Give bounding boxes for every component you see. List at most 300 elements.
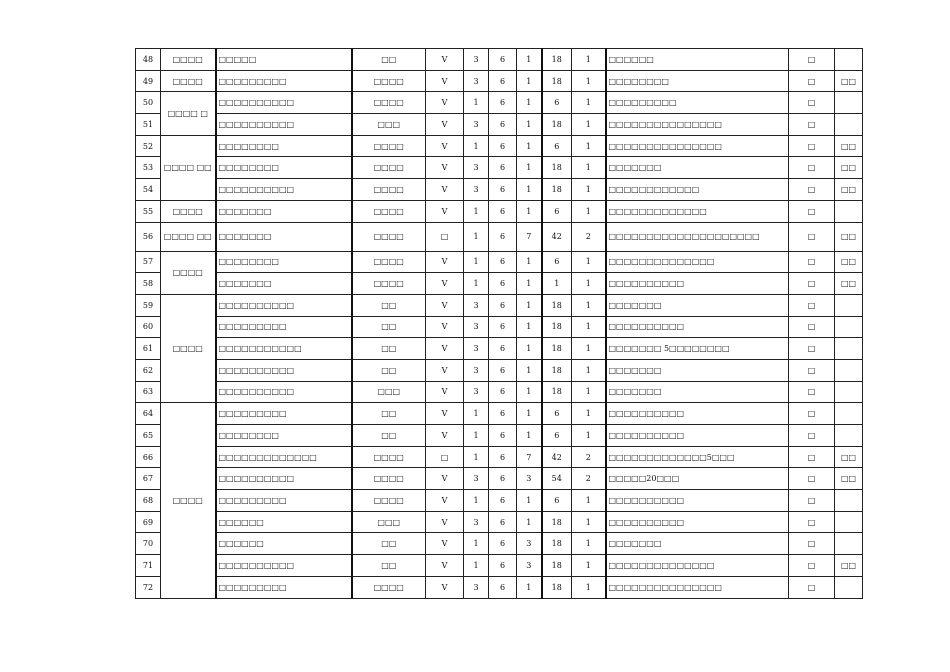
desc-cell: □□□□□□□ <box>606 294 789 316</box>
name-cell: □□□□□□□□□□ <box>216 555 352 577</box>
d-cell: 18 <box>542 49 572 71</box>
table-row <box>136 403 863 425</box>
f-cell: □ <box>789 381 835 403</box>
g-cell <box>835 49 863 71</box>
type-cell: V <box>426 49 464 71</box>
c-cell: 3 <box>517 555 542 577</box>
c-cell: 1 <box>517 490 542 512</box>
b-cell: 6 <box>489 179 517 201</box>
g-cell: □□ <box>835 70 863 92</box>
e-cell: 1 <box>572 425 606 447</box>
a-cell: 3 <box>464 338 489 360</box>
row-number: 69 <box>136 511 161 533</box>
f-cell: □ <box>789 576 835 598</box>
g-cell: □□ <box>835 468 863 490</box>
g-cell <box>835 114 863 136</box>
desc-cell: □□□□□□□□□□□□□□□ <box>606 114 789 136</box>
d-cell: 6 <box>542 425 572 447</box>
row-number: 54 <box>136 179 161 201</box>
b-cell: 6 <box>489 381 517 403</box>
g-cell <box>835 403 863 425</box>
d-cell: 18 <box>542 70 572 92</box>
b-cell: 6 <box>489 533 517 555</box>
type-cell: V <box>426 200 464 222</box>
a-cell: 1 <box>464 251 489 273</box>
name-cell: □□□□□□□□□ <box>216 403 352 425</box>
type-cell: V <box>426 468 464 490</box>
g-cell <box>835 316 863 338</box>
row-number: 49 <box>136 70 161 92</box>
g-cell: □□ <box>835 446 863 468</box>
g-cell: □□ <box>835 222 863 251</box>
g-cell <box>835 425 863 447</box>
d-cell: 18 <box>542 338 572 360</box>
b-cell: 6 <box>489 576 517 598</box>
b-cell: 6 <box>489 468 517 490</box>
f-cell: □ <box>789 294 835 316</box>
table-row <box>136 200 863 222</box>
desc-cell: □□□□□□□ 5□□□□□□□□ <box>606 338 789 360</box>
g-cell <box>835 381 863 403</box>
f-cell: □ <box>789 200 835 222</box>
c-cell: 1 <box>517 425 542 447</box>
d-cell: 6 <box>542 490 572 512</box>
category-cell: □□□□ <box>161 49 216 71</box>
a-cell: 1 <box>464 92 489 114</box>
d-cell: 6 <box>542 403 572 425</box>
f-cell: □ <box>789 511 835 533</box>
b-cell: 6 <box>489 273 517 295</box>
table-body <box>136 49 863 599</box>
a-cell: 1 <box>464 446 489 468</box>
row-number: 62 <box>136 359 161 381</box>
d-cell: 6 <box>542 251 572 273</box>
unit-cell: □□ <box>352 403 426 425</box>
desc-cell: □□□□□□□□□□ <box>606 490 789 512</box>
e-cell: 1 <box>572 555 606 577</box>
e-cell: 1 <box>572 251 606 273</box>
a-cell: 3 <box>464 294 489 316</box>
unit-cell: □□□□ <box>352 222 426 251</box>
f-cell: □ <box>789 425 835 447</box>
name-cell: □□□□□□□□ <box>216 425 352 447</box>
e-cell: 1 <box>572 157 606 179</box>
e-cell: 1 <box>572 359 606 381</box>
unit-cell: □□□□ <box>352 273 426 295</box>
e-cell: 1 <box>572 92 606 114</box>
category-cell: □□□□ <box>161 251 216 294</box>
type-cell: V <box>426 555 464 577</box>
unit-cell: □□ <box>352 359 426 381</box>
name-cell: □□□□□□□□□□ <box>216 294 352 316</box>
desc-cell: □□□□□□□□□□□□□5□□□ <box>606 446 789 468</box>
unit-cell: □□□□ <box>352 157 426 179</box>
type-cell: V <box>426 381 464 403</box>
desc-cell: □□□□□□□□□□ <box>606 403 789 425</box>
e-cell: 1 <box>572 511 606 533</box>
g-cell: □□ <box>835 273 863 295</box>
type-cell: V <box>426 70 464 92</box>
table-row <box>136 114 863 136</box>
d-cell: 18 <box>542 179 572 201</box>
d-cell: 42 <box>542 446 572 468</box>
a-cell: 1 <box>464 273 489 295</box>
g-cell: □□ <box>835 135 863 157</box>
desc-cell: □□□□□□□□□□□□□□□ <box>606 576 789 598</box>
category-cell: □□□□ <box>161 200 216 222</box>
category-cell: □□□□ □□ <box>161 222 216 251</box>
type-cell: V <box>426 359 464 381</box>
e-cell: 1 <box>572 381 606 403</box>
c-cell: 1 <box>517 251 542 273</box>
row-number: 53 <box>136 157 161 179</box>
row-number: 57 <box>136 251 161 273</box>
c-cell: 1 <box>517 511 542 533</box>
row-number: 60 <box>136 316 161 338</box>
unit-cell: □□□□ <box>352 468 426 490</box>
type-cell: V <box>426 294 464 316</box>
unit-cell: □□□□ <box>352 92 426 114</box>
table-row <box>136 179 863 201</box>
c-cell: 1 <box>517 576 542 598</box>
e-cell: 1 <box>572 70 606 92</box>
name-cell: □□□□□□□□□□ <box>216 179 352 201</box>
c-cell: 7 <box>517 222 542 251</box>
b-cell: 6 <box>489 222 517 251</box>
c-cell: 7 <box>517 446 542 468</box>
table-row <box>136 338 863 360</box>
f-cell: □ <box>789 114 835 136</box>
unit-cell: □□ <box>352 533 426 555</box>
name-cell: □□□□□□□□□ <box>216 490 352 512</box>
unit-cell: □□ <box>352 555 426 577</box>
a-cell: 3 <box>464 157 489 179</box>
a-cell: 3 <box>464 114 489 136</box>
name-cell: □□□□□ <box>216 49 352 71</box>
name-cell: □□□□□□□□□ <box>216 576 352 598</box>
d-cell: 54 <box>542 468 572 490</box>
a-cell: 3 <box>464 468 489 490</box>
a-cell: 1 <box>464 425 489 447</box>
unit-cell: □□□□ <box>352 446 426 468</box>
c-cell: 3 <box>517 533 542 555</box>
category-cell: □□□□ □ <box>161 92 216 135</box>
table-row <box>136 511 863 533</box>
c-cell: 1 <box>517 403 542 425</box>
type-cell: V <box>426 576 464 598</box>
g-cell <box>835 294 863 316</box>
c-cell: 1 <box>517 200 542 222</box>
type-cell: V <box>426 273 464 295</box>
name-cell: □□□□□□□□□ <box>216 316 352 338</box>
name-cell: □□□□□□□ <box>216 222 352 251</box>
f-cell: □ <box>789 490 835 512</box>
desc-cell: □□□□□□□□ <box>606 70 789 92</box>
unit-cell: □□ <box>352 425 426 447</box>
g-cell: □□ <box>835 555 863 577</box>
e-cell: 1 <box>572 338 606 360</box>
name-cell: □□□□□□□ <box>216 273 352 295</box>
type-cell: V <box>426 533 464 555</box>
c-cell: 1 <box>517 114 542 136</box>
name-cell: □□□□□□ <box>216 533 352 555</box>
d-cell: 18 <box>542 294 572 316</box>
unit-cell: □□□□ <box>352 200 426 222</box>
g-cell <box>835 359 863 381</box>
c-cell: 3 <box>517 468 542 490</box>
row-number: 72 <box>136 576 161 598</box>
type-cell: □ <box>426 222 464 251</box>
category-cell: □□□□ □□ <box>161 135 216 200</box>
row-number: 71 <box>136 555 161 577</box>
c-cell: 1 <box>517 135 542 157</box>
c-cell: 1 <box>517 294 542 316</box>
table-row <box>136 533 863 555</box>
unit-cell: □□ <box>352 316 426 338</box>
e-cell: 1 <box>572 533 606 555</box>
d-cell: 42 <box>542 222 572 251</box>
a-cell: 1 <box>464 490 489 512</box>
type-cell: V <box>426 135 464 157</box>
desc-cell: □□□□□□□□□□□□□ <box>606 200 789 222</box>
table-row <box>136 446 863 468</box>
type-cell: V <box>426 511 464 533</box>
c-cell: 1 <box>517 70 542 92</box>
b-cell: 6 <box>489 157 517 179</box>
b-cell: 6 <box>489 200 517 222</box>
row-number: 63 <box>136 381 161 403</box>
desc-cell: □□□□□□□□□ <box>606 92 789 114</box>
d-cell: 6 <box>542 135 572 157</box>
g-cell: □□ <box>835 179 863 201</box>
f-cell: □ <box>789 468 835 490</box>
table-row <box>136 359 863 381</box>
b-cell: 6 <box>489 316 517 338</box>
e-cell: 1 <box>572 316 606 338</box>
a-cell: 3 <box>464 70 489 92</box>
f-cell: □ <box>789 135 835 157</box>
desc-cell: □□□□□□□□□□ <box>606 511 789 533</box>
c-cell: 1 <box>517 49 542 71</box>
c-cell: 1 <box>517 157 542 179</box>
d-cell: 18 <box>542 157 572 179</box>
type-cell: V <box>426 490 464 512</box>
desc-cell: □□□□□□□□□□□□ <box>606 179 789 201</box>
unit-cell: □□ <box>352 338 426 360</box>
e-cell: 1 <box>572 273 606 295</box>
e-cell: 1 <box>572 576 606 598</box>
a-cell: 1 <box>464 135 489 157</box>
row-number: 64 <box>136 403 161 425</box>
b-cell: 6 <box>489 135 517 157</box>
b-cell: 6 <box>489 294 517 316</box>
category-cell: □□□□ <box>161 403 216 598</box>
row-number: 58 <box>136 273 161 295</box>
f-cell: □ <box>789 555 835 577</box>
a-cell: 1 <box>464 533 489 555</box>
f-cell: □ <box>789 338 835 360</box>
row-number: 59 <box>136 294 161 316</box>
a-cell: 1 <box>464 222 489 251</box>
d-cell: 18 <box>542 316 572 338</box>
a-cell: 1 <box>464 200 489 222</box>
unit-cell: □□□□ <box>352 135 426 157</box>
f-cell: □ <box>789 222 835 251</box>
b-cell: 6 <box>489 425 517 447</box>
a-cell: 1 <box>464 555 489 577</box>
b-cell: 6 <box>489 403 517 425</box>
name-cell: □□□□□□□□ <box>216 135 352 157</box>
e-cell: 1 <box>572 114 606 136</box>
row-number: 68 <box>136 490 161 512</box>
name-cell: □□□□□□□□ <box>216 251 352 273</box>
g-cell <box>835 338 863 360</box>
a-cell: 3 <box>464 381 489 403</box>
f-cell: □ <box>789 49 835 71</box>
g-cell <box>835 490 863 512</box>
row-number: 70 <box>136 533 161 555</box>
c-cell: 1 <box>517 381 542 403</box>
b-cell: 6 <box>489 251 517 273</box>
f-cell: □ <box>789 92 835 114</box>
table-row <box>136 251 863 273</box>
f-cell: □ <box>789 533 835 555</box>
name-cell: □□□□□□□□ <box>216 157 352 179</box>
f-cell: □ <box>789 251 835 273</box>
row-number: 55 <box>136 200 161 222</box>
table-row <box>136 576 863 598</box>
type-cell: V <box>426 114 464 136</box>
row-number: 51 <box>136 114 161 136</box>
d-cell: 18 <box>542 576 572 598</box>
table-row <box>136 555 863 577</box>
row-number: 50 <box>136 92 161 114</box>
desc-cell: □□□□□□□ <box>606 359 789 381</box>
table-row <box>136 222 863 251</box>
name-cell: □□□□□□□□□□□ <box>216 338 352 360</box>
name-cell: □□□□□□□ <box>216 200 352 222</box>
type-cell: V <box>426 251 464 273</box>
category-cell: □□□□ <box>161 294 216 402</box>
table-row <box>136 135 863 157</box>
b-cell: 6 <box>489 490 517 512</box>
desc-cell: □□□□□□□□□□ <box>606 425 789 447</box>
type-cell: V <box>426 179 464 201</box>
c-cell: 1 <box>517 92 542 114</box>
d-cell: 18 <box>542 533 572 555</box>
name-cell: □□□□□□□□□□ <box>216 114 352 136</box>
type-cell: V <box>426 157 464 179</box>
b-cell: 6 <box>489 70 517 92</box>
type-cell: V <box>426 316 464 338</box>
a-cell: 1 <box>464 403 489 425</box>
d-cell: 18 <box>542 511 572 533</box>
name-cell: □□□□□□□□□□ <box>216 92 352 114</box>
e-cell: 1 <box>572 490 606 512</box>
c-cell: 1 <box>517 273 542 295</box>
unit-cell: □□□□ <box>352 251 426 273</box>
data-table <box>135 48 863 599</box>
g-cell: □□ <box>835 251 863 273</box>
b-cell: 6 <box>489 114 517 136</box>
d-cell: 18 <box>542 359 572 381</box>
d-cell: 18 <box>542 381 572 403</box>
f-cell: □ <box>789 157 835 179</box>
e-cell: 2 <box>572 446 606 468</box>
unit-cell: □□□ <box>352 381 426 403</box>
name-cell: □□□□□□□□□□ <box>216 359 352 381</box>
c-cell: 1 <box>517 179 542 201</box>
f-cell: □ <box>789 316 835 338</box>
table-row <box>136 294 863 316</box>
d-cell: 6 <box>542 200 572 222</box>
row-number: 56 <box>136 222 161 251</box>
table-row <box>136 49 863 71</box>
f-cell: □ <box>789 446 835 468</box>
f-cell: □ <box>789 403 835 425</box>
type-cell: V <box>426 92 464 114</box>
e-cell: 1 <box>572 179 606 201</box>
desc-cell: □□□□□□□ <box>606 157 789 179</box>
row-number: 61 <box>136 338 161 360</box>
g-cell <box>835 92 863 114</box>
b-cell: 6 <box>489 511 517 533</box>
desc-cell: □□□□□□□□□□□□□□ <box>606 251 789 273</box>
f-cell: □ <box>789 273 835 295</box>
desc-cell: □□□□□□□ <box>606 533 789 555</box>
unit-cell: □□ <box>352 294 426 316</box>
desc-cell: □□□□□□□□□□ <box>606 316 789 338</box>
desc-cell: □□□□□□□□□□□□□□□ <box>606 135 789 157</box>
e-cell: 1 <box>572 294 606 316</box>
table-row <box>136 92 863 114</box>
type-cell: □ <box>426 446 464 468</box>
desc-cell: □□□□□□□ <box>606 381 789 403</box>
a-cell: 3 <box>464 576 489 598</box>
g-cell <box>835 200 863 222</box>
desc-cell: □□□□□□□□□□□□□□□□□□□□ <box>606 222 789 251</box>
table-row <box>136 70 863 92</box>
a-cell: 3 <box>464 359 489 381</box>
unit-cell: □□ <box>352 49 426 71</box>
desc-cell: □□□□□□ <box>606 49 789 71</box>
name-cell: □□□□□□□□□□ <box>216 381 352 403</box>
e-cell: 1 <box>572 200 606 222</box>
table-row <box>136 468 863 490</box>
type-cell: V <box>426 425 464 447</box>
type-cell: V <box>426 403 464 425</box>
desc-cell: □□□□□□□□□□□□□□ <box>606 555 789 577</box>
name-cell: □□□□□□□□□□□□□ <box>216 446 352 468</box>
a-cell: 3 <box>464 511 489 533</box>
f-cell: □ <box>789 70 835 92</box>
b-cell: 6 <box>489 92 517 114</box>
d-cell: 18 <box>542 555 572 577</box>
e-cell: 1 <box>572 403 606 425</box>
table-row <box>136 490 863 512</box>
c-cell: 1 <box>517 316 542 338</box>
table-row <box>136 316 863 338</box>
table-row <box>136 157 863 179</box>
b-cell: 6 <box>489 359 517 381</box>
unit-cell: □□□ <box>352 114 426 136</box>
b-cell: 6 <box>489 49 517 71</box>
a-cell: 3 <box>464 179 489 201</box>
unit-cell: □□□□ <box>352 179 426 201</box>
d-cell: 6 <box>542 92 572 114</box>
f-cell: □ <box>789 359 835 381</box>
unit-cell: □□□□ <box>352 490 426 512</box>
